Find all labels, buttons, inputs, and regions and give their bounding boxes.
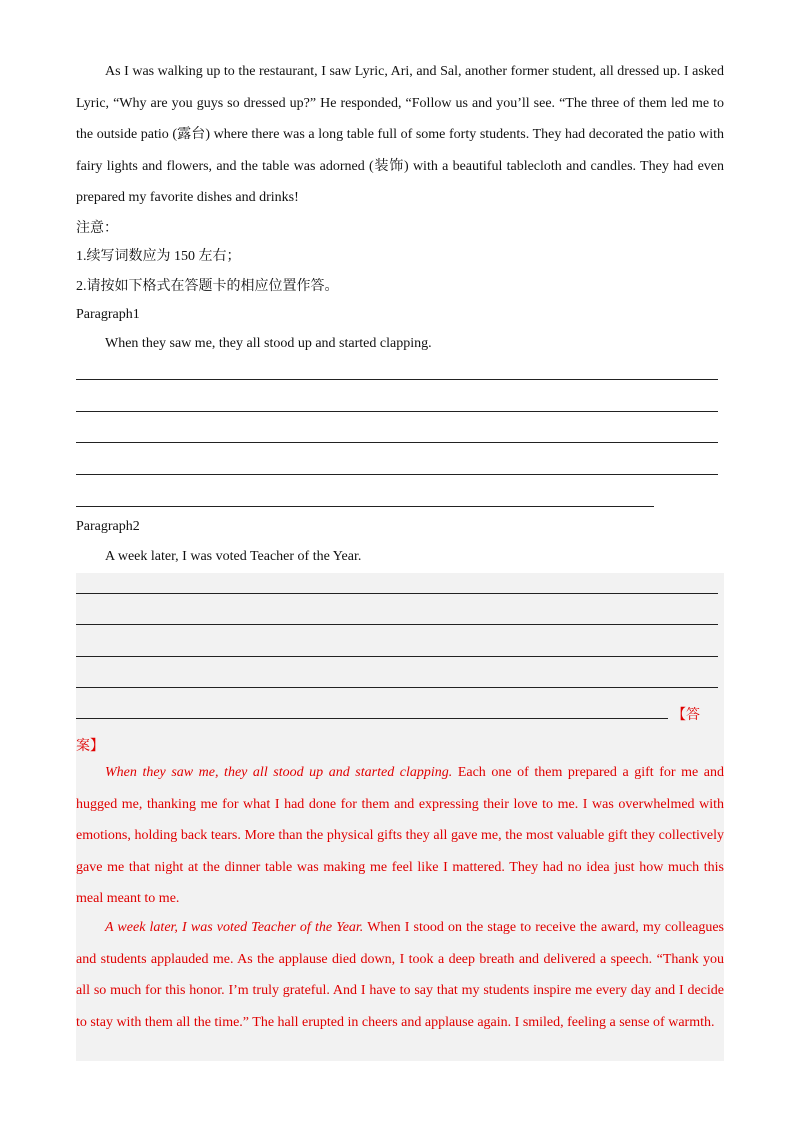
paragraph2-label: Paragraph2: [76, 519, 140, 534]
paragraph1-starter: When they saw me, they all stood up and started clapping.: [105, 336, 432, 351]
answer-tag-part2: 案】: [76, 739, 104, 754]
writing-line: [76, 411, 718, 412]
answer-paragraph-2-body: When I stood on the stage to receive the award, my colleagues and students applauded me. As the applause died down, I took a deep breath and delivered a speech. “Thank you all so much for this honor. I’m truly grateful. And I have to say that my students inspire me every day and I decide to stay with them all the time.” The hall erupted in cheers and applause again. I smiled, feeling a sense of warmth.: [76, 920, 724, 1030]
answer-paragraph-2: [76, 912, 724, 1038]
answer-paragraph-2-lead: A week later, I was voted Teacher of the Year.: [105, 920, 364, 935]
writing-line: [76, 379, 718, 380]
answer-tag-part1: 【答: [672, 708, 700, 723]
notes-item-1: 1.续写词数应为 150 左右；: [76, 249, 241, 264]
notes-item-2: 2.请按如下格式在答题卡的相应位置作答。: [76, 279, 339, 294]
story-passage: As I was walking up to the restaurant, I saw Lyric, Ari, and Sal, another former student, all dressed up. I asked Lyric, “Why are you guys so dressed up?” He responded, “Follow us and you’ll see. “The three of them led me to the outside patio (露台) where there was a long table full of some forty students. They had decorated the patio with fairy lights and flowers, and the table was adorned (装饰) with a beautiful tablecloth and candles. They had even prepared my favorite dishes and drinks!: [76, 64, 724, 205]
writing-line: [76, 506, 654, 507]
paragraph1-label: Paragraph1: [76, 307, 140, 322]
answer-paragraph-1-body: Each one of them prepared a gift for me and hugged me, thanking me for what I had done for them and expressing their love to me. I was overwhelmed with emotions, holding back tears. More than the physical gifts they all gave me, the most valuable gift they collectively gave me that night at the dinner table was making me feel like I mattered. They had no idea just how much this meal meant to me.: [76, 765, 724, 906]
answer-paragraph-1-lead: When they saw me, they all stood up and started clapping.: [105, 765, 453, 780]
writing-line: [76, 624, 718, 625]
writing-line: [76, 718, 668, 719]
writing-line: [76, 442, 718, 443]
writing-line: [76, 593, 718, 594]
answer-paragraph-1: [76, 757, 724, 915]
paragraph2-starter: A week later, I was voted Teacher of the Year.: [105, 549, 362, 564]
writing-line: [76, 656, 718, 657]
writing-line: [76, 687, 718, 688]
notes-heading: 注意：: [76, 221, 118, 236]
writing-line: [76, 474, 718, 475]
